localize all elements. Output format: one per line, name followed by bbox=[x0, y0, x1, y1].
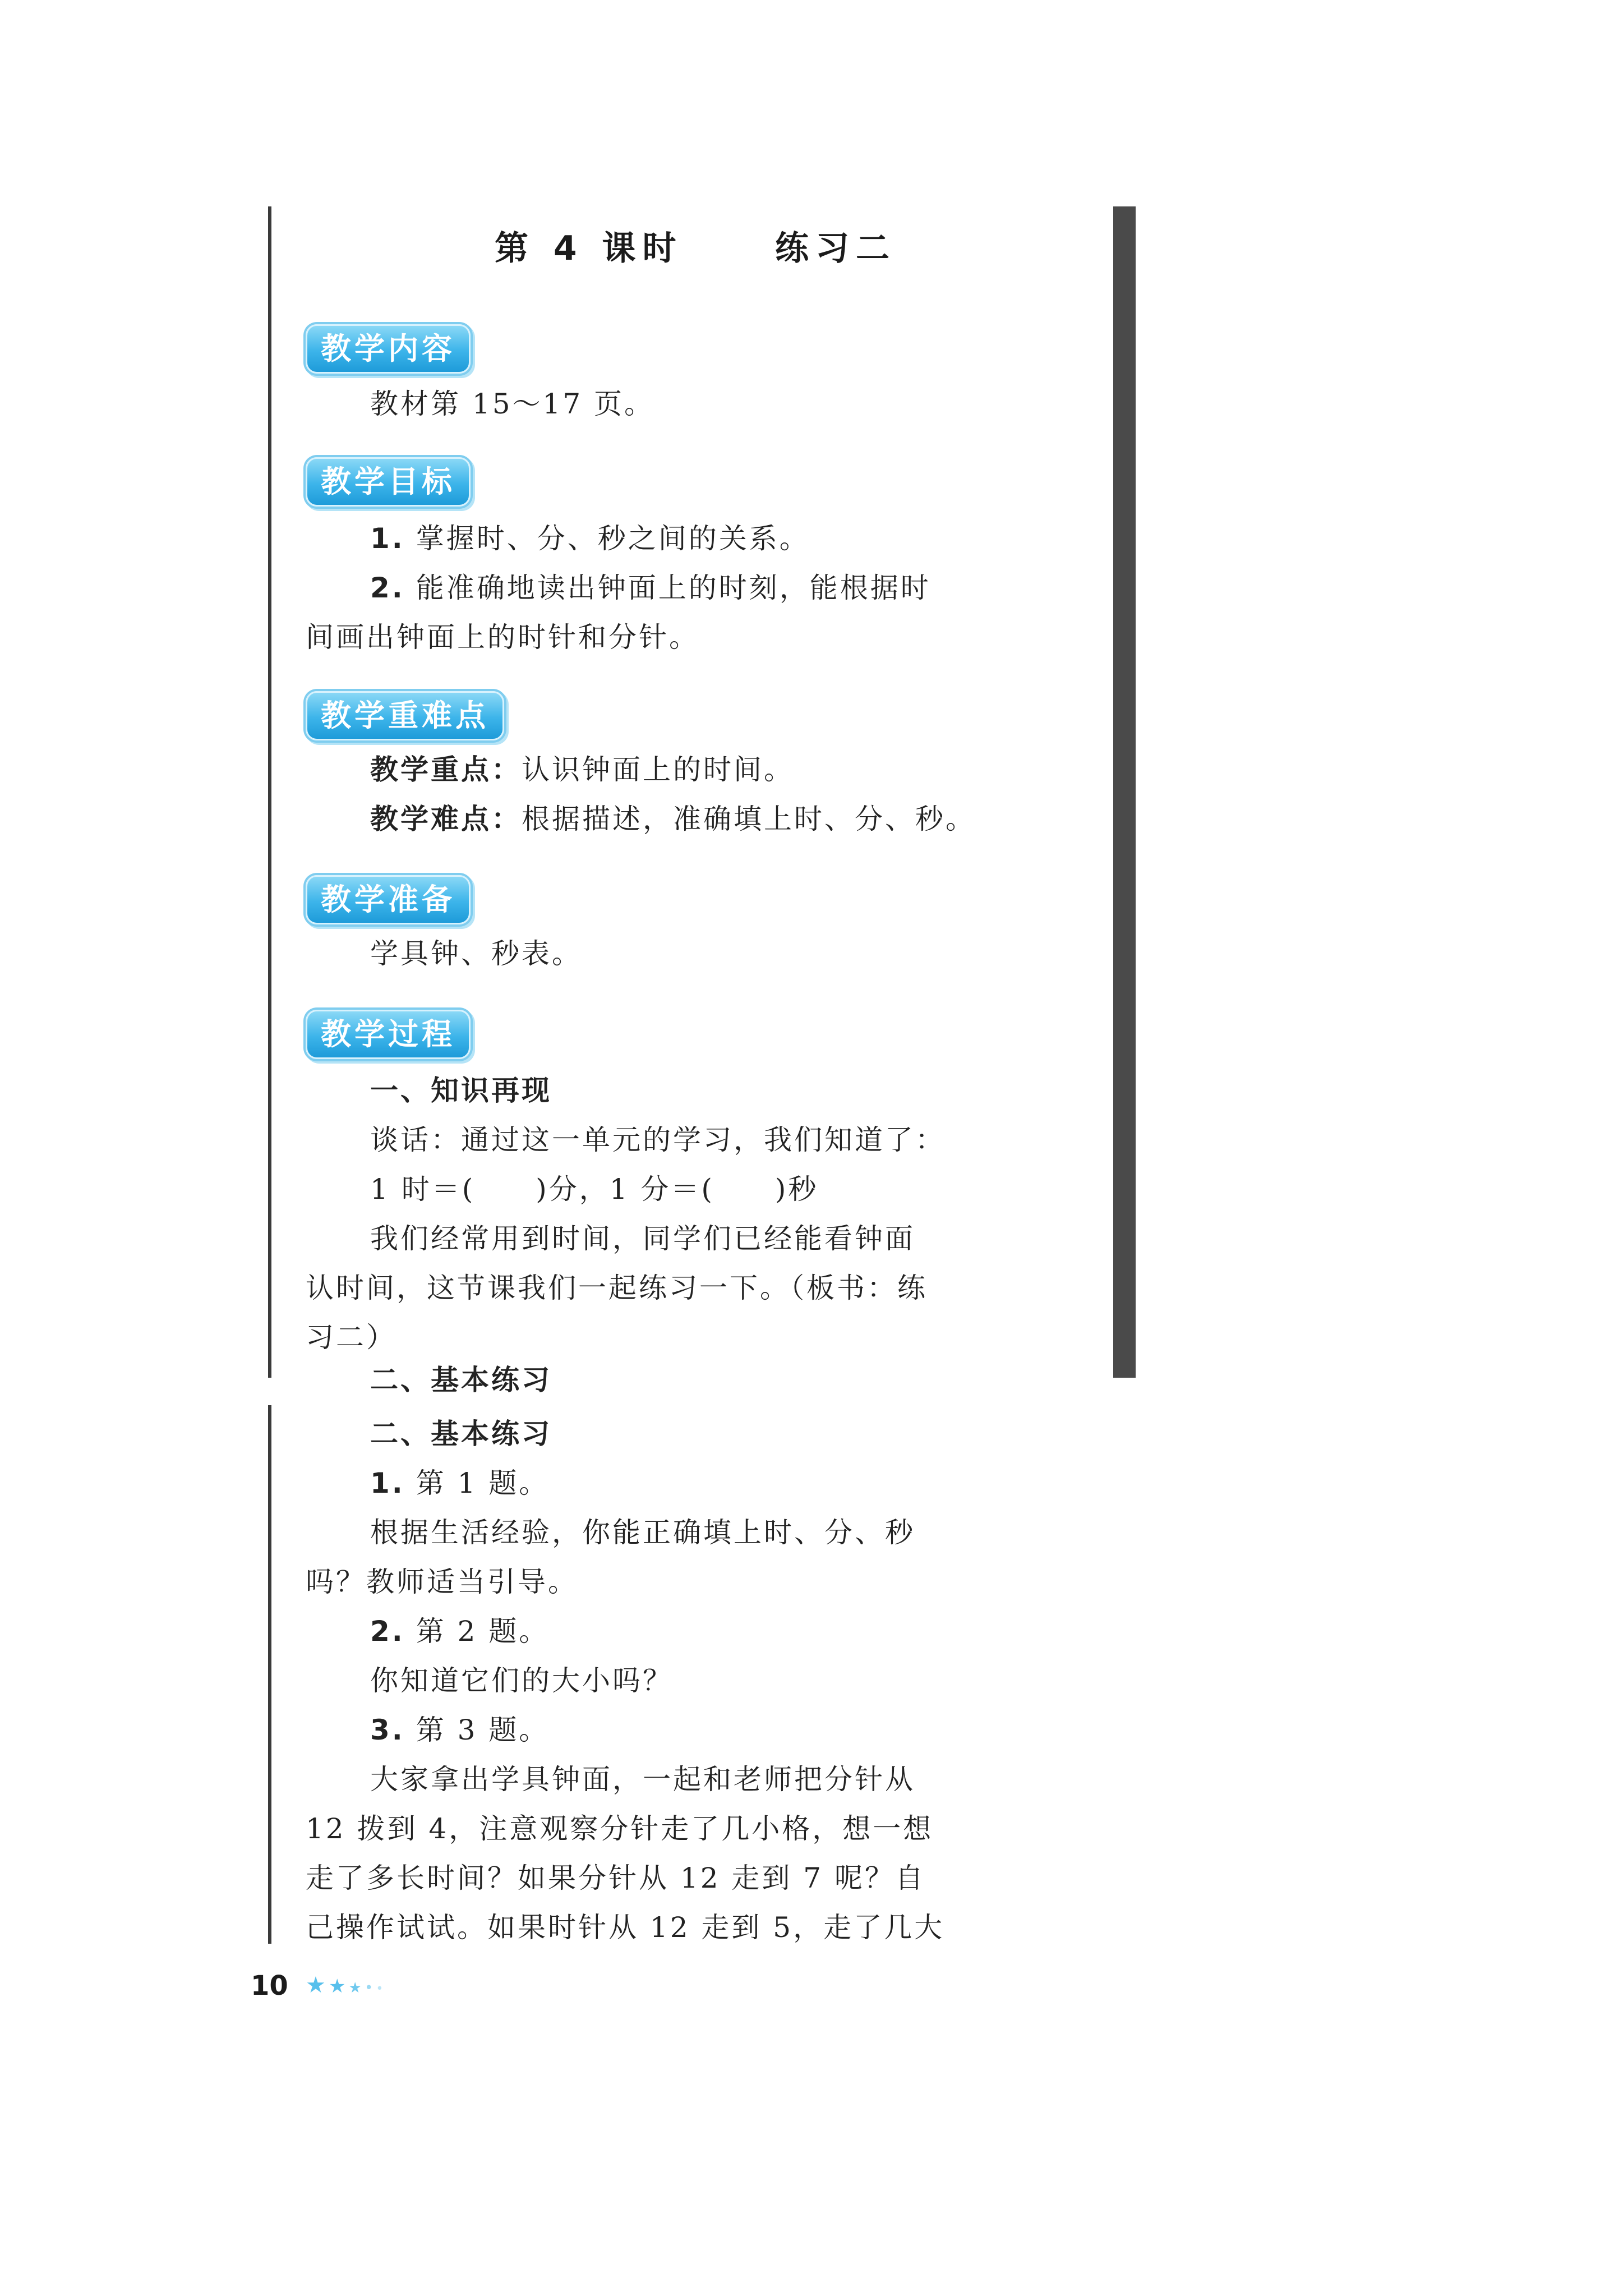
question-1-number: 1. bbox=[370, 1467, 405, 1499]
process-line-5: 习二） bbox=[306, 1321, 396, 1354]
prep-text: 学具钟、秒表。 bbox=[370, 937, 582, 970]
question-1-line-2: 吗？教师适当引导。 bbox=[306, 1566, 578, 1598]
question-2-title: 第 2 题。 bbox=[404, 1615, 550, 1648]
cut-off-heading-text: 二、基本练习 bbox=[370, 1364, 552, 1396]
question-3-line-3: 走了多长时间？如果分针从 12 走到 7 呢？自 bbox=[306, 1862, 926, 1894]
section-tag-goals: 教学目标 bbox=[306, 457, 471, 507]
process-line-2: 1 时＝( )分，1 分＝( )秒 bbox=[370, 1173, 819, 1205]
key-difficulty-text: 根据描述，准确填上时、分、秒。 bbox=[522, 803, 976, 835]
process-line-3: 我们经常用到时间，同学们已经能看钟面 bbox=[370, 1222, 915, 1255]
goal-item-2-number: 2. bbox=[370, 572, 405, 604]
question-3-number: 3. bbox=[370, 1714, 405, 1746]
section-tag-content: 教学内容 bbox=[306, 324, 471, 374]
page-number: 10 bbox=[251, 1970, 288, 2001]
left-margin-rule-bottom bbox=[268, 1405, 271, 1944]
question-1-line-1: 根据生活经验，你能正确填上时、分、秒 bbox=[370, 1516, 915, 1549]
question-3 bbox=[370, 1705, 549, 1755]
goal-item-1-number: 1. bbox=[370, 522, 405, 555]
dot-icon: • bbox=[376, 1982, 384, 1996]
question-2-number: 2. bbox=[370, 1615, 405, 1648]
star-icon: ★ bbox=[306, 1972, 326, 1998]
section-tag-key-points: 教学重难点 bbox=[306, 691, 504, 740]
goal-item-1-text: 掌握时、分、秒之间的关系。 bbox=[404, 522, 810, 555]
question-2-line-1: 你知道它们的大小吗？ bbox=[370, 1664, 673, 1697]
section-tag-prep: 教学准备 bbox=[306, 875, 471, 924]
key-focus-text: 认识钟面上的时间。 bbox=[522, 753, 794, 786]
lesson-title: 第 4 课时 练习二 bbox=[495, 229, 896, 268]
left-margin-rule-top bbox=[268, 206, 271, 1378]
basic-practice-heading: 二、基本练习 bbox=[370, 1418, 552, 1450]
process-line-4: 认时间，这节课我们一起练习一下。（板书：练 bbox=[306, 1272, 928, 1304]
key-difficulty bbox=[370, 794, 976, 844]
question-3-title: 第 3 题。 bbox=[404, 1714, 550, 1746]
goal-item-1 bbox=[370, 514, 810, 563]
question-1-title: 第 1 题。 bbox=[404, 1467, 550, 1499]
goal-item-2-text: 能准确地读出钟面上的时刻，能根据时 bbox=[404, 572, 931, 604]
goal-item-2-continued: 间画出钟面上的时针和分针。 bbox=[306, 621, 699, 654]
key-focus-label: 教学重点： bbox=[370, 753, 522, 786]
star-icon: ★ bbox=[348, 1980, 362, 1996]
process-part1-heading: 一、知识再现 bbox=[370, 1074, 552, 1107]
content-text: 教材第 15～17 页。 bbox=[370, 388, 655, 420]
dot-icon: • bbox=[364, 1980, 374, 1996]
goal-item-2 bbox=[370, 563, 931, 613]
key-difficulty-label: 教学难点： bbox=[370, 803, 522, 835]
question-3-line-4: 己操作试试。如果时针从 12 走到 5，走了几大 bbox=[306, 1911, 945, 1944]
star-icon: ★ bbox=[328, 1975, 346, 1998]
process-line-1: 谈话：通过这一单元的学习，我们知道了： bbox=[370, 1124, 946, 1156]
difficulty-stars bbox=[306, 1972, 383, 1998]
section-tag-process: 教学过程 bbox=[306, 1010, 471, 1059]
question-1 bbox=[370, 1458, 549, 1508]
question-3-line-1: 大家拿出学具钟面，一起和老师把分针从 bbox=[370, 1763, 915, 1796]
question-2 bbox=[370, 1607, 549, 1656]
key-focus bbox=[370, 745, 794, 794]
question-3-line-2: 12 拨到 4，注意观察分针走了几小格，想一想 bbox=[306, 1812, 934, 1845]
cut-off-heading bbox=[370, 1364, 572, 1396]
right-margin-bar bbox=[1113, 206, 1136, 1378]
